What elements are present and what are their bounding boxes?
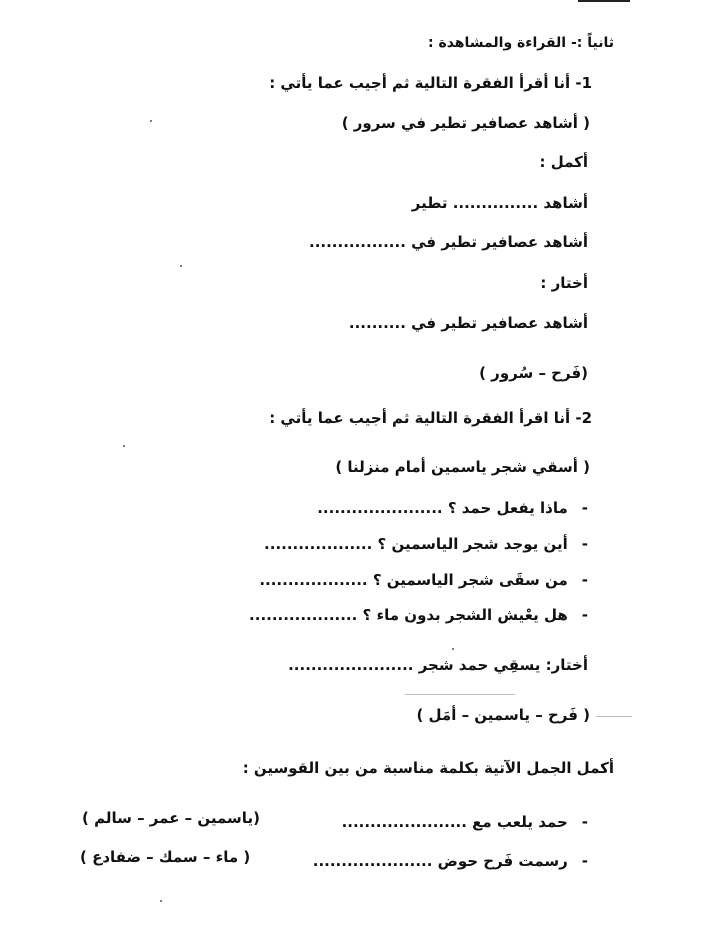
q3-item-2-options: ( ماء – سمك – ضفادع ) [80,848,251,866]
q1-complete-label: أكمل : [539,153,588,171]
scan-smudge [405,694,515,695]
q3-item-1-options: (ياسمين – عمر – سالم ) [82,809,260,827]
q1-choose-options: (فَرح – سُرور ) [479,364,588,382]
q2-passage: ( أسقي شجر ياسمين أمام منزلنا ) [335,458,590,476]
bullet-dash: - [581,535,588,553]
q3-item-1 [342,812,588,832]
q2-question-2 [264,534,588,554]
bullet-dash: - [581,813,588,831]
q3-sentence: رسمت فَرح حوض ..................... [312,852,568,870]
bullet-dash: - [581,571,588,589]
q3-sentence: حمد يلعب مع ...................... [341,813,568,831]
q1-choose-line: أشاهد عصافير تطير في .......... [348,314,588,332]
q2-question-3 [259,570,588,590]
bullet-dash: - [581,499,588,517]
q2-question-text: ماذا يفعل حمد ؟ ...................... [317,499,568,517]
q2-question-text: من سقَى شجر الياسمين ؟ ................... [259,571,568,589]
q3-heading: أكمل الجمل الآتية بكلمة مناسبة من بين القوسين : [242,759,614,777]
q2-heading: 2- أنا اقرأ الفقرة التالية ثم أجيب عما يأتي : [269,409,592,427]
scan-speck [123,445,125,447]
q1-heading: 1- أنا أقرأ الفقرة التالية ثم أجيب عما يأتي : [269,74,592,92]
bullet-dash: - [581,852,588,870]
q2-choose-options: ( فَرح – ياسمين – أمَل ) [416,706,590,724]
q2-question-text: أين يوجد شجر الياسمين ؟ ................... [264,535,568,553]
q1-complete-line-2: أشاهد عصافير تطير في ................. [309,233,588,251]
top-edge-mark [578,0,630,2]
q1-complete-line-1: أشاهد ............... تطير [411,194,588,212]
scan-speck [160,900,162,902]
q2-question-text: هل يعْيش الشجر بدون ماء ؟ ................... [249,606,568,624]
q1-passage: ( أشاهد عصافير تطير في سرور ) [341,114,590,132]
q2-choose-line: أختار: يسقِي حمد شجر ...................... [288,656,588,674]
scan-speck [150,120,152,122]
scan-speck [452,648,454,650]
q2-question-1 [317,498,588,518]
q3-item-2 [313,851,588,871]
bullet-dash: - [581,606,588,624]
q2-question-4 [249,605,588,625]
scan-smudge [596,716,632,717]
section-title: ثانياً :- القراءة والمشاهدة : [427,35,614,51]
scan-speck [180,265,182,267]
q1-choose-label: أختار : [540,274,588,292]
